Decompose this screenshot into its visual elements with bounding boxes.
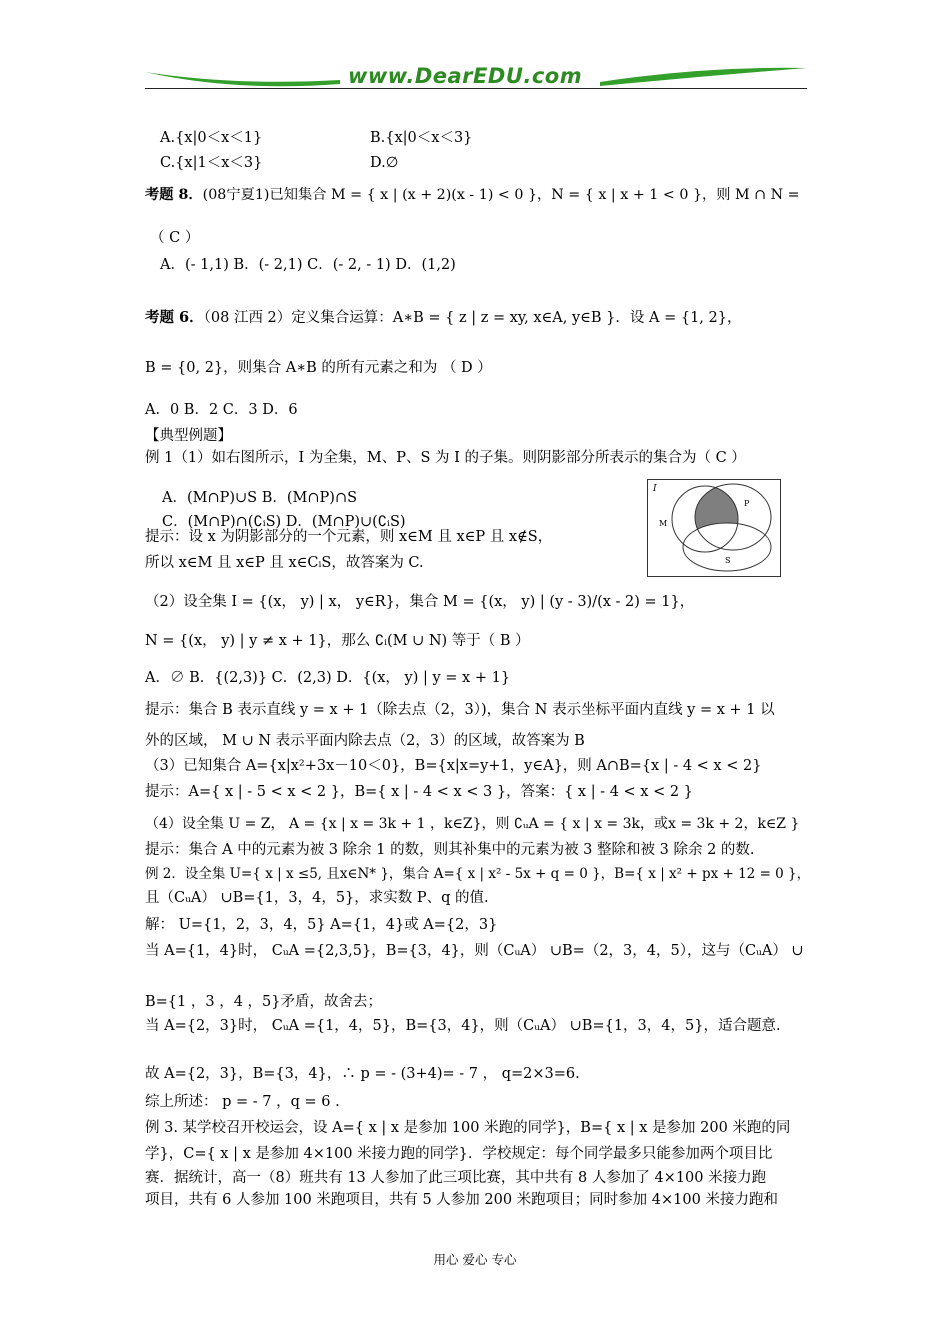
text-line — [145, 185, 800, 205]
text-line: B = {0, 2}，则集合 A∗B 的所有元素之和为 （ D ） — [145, 360, 492, 376]
problem-text: (08宁夏1)已知集合 M = { x | (x + 2)(x - 1) < 0 }，N = { x | x + 1 < 0 }，则 M ∩ N = — [202, 187, 800, 203]
text-line: 项目，共有 6 人参加 100 米跑项目，共有 5 人参加 200 米跑项目；同时参加 4×100 米接力跑和 — [145, 1192, 778, 1208]
text-line: 解： U={1，2，3，4，5} A={1，4}或 A={2，3} — [145, 917, 498, 933]
venn-label-p: P — [744, 499, 750, 508]
site-logo[interactable]: www.DearEDU.com — [348, 64, 583, 88]
text-line: 且（CᵤA） ∪B={1，3，4，5}，求实数 P、q 的值. — [145, 890, 489, 906]
text-line: （3）已知集合 A={x|x²+3x－10＜0}，B={x|x=y+1，y∈A}，则 A∩B={x | - 4 < x < 2} — [145, 758, 762, 774]
text-line — [145, 308, 741, 328]
text-line: 提示：A={ x | - 5 < x < 2 }，B={ x | - 4 < x < 3 }，答案：{ x | - 4 < x < 2 } — [145, 784, 693, 800]
text-line: （4）设全集 U = Z， A = {x | x = 3k + 1 ，k∈Z}，则 ∁ᵤA = { x | x = 3k，或x = 3k + 2，k∈Z } — [145, 816, 800, 832]
text-line: 赛．据统计，高一（8）班共有 13 人参加了此三项比赛，其中共有 8 人参加了 4×100 米接力跑 — [145, 1170, 767, 1186]
venn-label-i: I — [653, 484, 657, 494]
text-line: 提示：设 x 为阴影部分的一个元素，则 x∈M 且 x∈P 且 x∉S， — [145, 529, 553, 545]
text-line: 例 2．设全集 U={ x | x ≤5, 且x∈N* }，集合 A={ x | x² - 5x + q = 0 }，B={ x | x² + px + 12 = 0 }， — [145, 866, 811, 882]
text-line: B.{x|0＜x＜3} — [370, 130, 473, 146]
page-footer: 用心 爱心 专心 — [433, 1252, 517, 1267]
text-line: 例 3. 某学校召开校运会，设 A={ x | x 是参加 100 米跑的同学}，B={ x | x 是参加 200 米跑的同 — [145, 1120, 791, 1136]
venn-label-m: M — [659, 519, 668, 528]
text-line: 综上所述： p = - 7 ，q = 6 . — [145, 1094, 340, 1110]
text-line: A．(- 1,1) B．(- 2,1) C．(- 2, - 1) D．(1,2) — [160, 257, 456, 273]
text-line: 外的区域， M ∪ N 表示平面内除去点（2，3）的区域，故答案为 B — [145, 733, 585, 749]
text-line: （ C ） — [150, 230, 200, 246]
text-line: 提示：集合 A 中的元素为被 3 除余 1 的数，则其补集中的元素为被 3 整除和被 3 除余 2 的数. — [145, 842, 755, 858]
venn-diagram — [647, 479, 781, 577]
text-line: C.{x|1＜x＜3} — [160, 155, 263, 171]
text-line: D.∅ — [370, 155, 399, 171]
header-rule — [145, 88, 807, 89]
text-line: 【典型例题】 — [145, 428, 232, 444]
problem-number: 考题 6． — [145, 309, 204, 326]
text-line: 例 1（1）如右图所示，I 为全集，M、P、S 为 I 的子集。则阴影部分所表示的集合为（ C ） — [145, 450, 746, 466]
text-line: B={1 ，3 ，4 ，5}矛盾，故舍去； — [145, 994, 382, 1010]
text-line: 所以 x∈M 且 x∈P 且 x∈CᵢS，故答案为 C. — [145, 555, 424, 571]
text-line: 当 A={1，4}时， CᵤA ={2,3,5}，B={3，4}，则（CᵤA） ∪B=（2，3，4，5），这与（CᵤA） ∪ — [145, 943, 804, 959]
text-line: C．(M∩P)∩(∁ᵢS) D．(M∩P)∪(∁ᵢS) — [162, 514, 406, 530]
text-line: N = {(x， y) | y ≠ x + 1}，那么 ∁ᵢ(M ∪ N) 等于（ B ） — [145, 633, 530, 649]
text-line: 当 A={2，3}时， CᵤA ={1，4，5}，B={3，4}，则（CᵤA） ∪B={1，3，4，5}，适合题意. — [145, 1018, 781, 1034]
text-line: A．0 B．2 C．3 D．6 — [145, 402, 298, 418]
text-line: A.{x|0＜x＜1} — [160, 130, 263, 146]
text-line: A．(M∩P)∪S B．(M∩P)∩S — [162, 490, 358, 506]
text-line: 提示：集合 B 表示直线 y = x + 1（除去点（2，3）)，集合 N 表示坐标平面内直线 y = x + 1 以 — [145, 702, 775, 718]
text-line: 学}，C={ x | x 是参加 4×100 米接力跑的同学}．学校规定：每个同学最多只能参加两个项目比 — [145, 1146, 773, 1162]
text-line: A．∅ B．{(2,3)} C．(2,3) D．{(x， y) | y = x + 1} — [145, 670, 511, 686]
problem-text: （08 江西 2）定义集合运算：A∗B = { z | z = xy, x∈A, y∈B }．设 A = {1, 2}， — [203, 310, 742, 326]
venn-label-s: S — [725, 556, 731, 565]
problem-number: 考题 8． — [145, 187, 203, 203]
text-line: （2）设全集 I = {(x， y) | x， y∈R}，集合 M = {(x， y) | (y - 3)/(x - 2) = 1}， — [145, 594, 695, 610]
text-line: 故 A={2，3}，B={3，4}，∴ p = - (3+4)= - 7 ， q=2×3=6. — [145, 1066, 580, 1082]
page-header — [145, 60, 807, 96]
